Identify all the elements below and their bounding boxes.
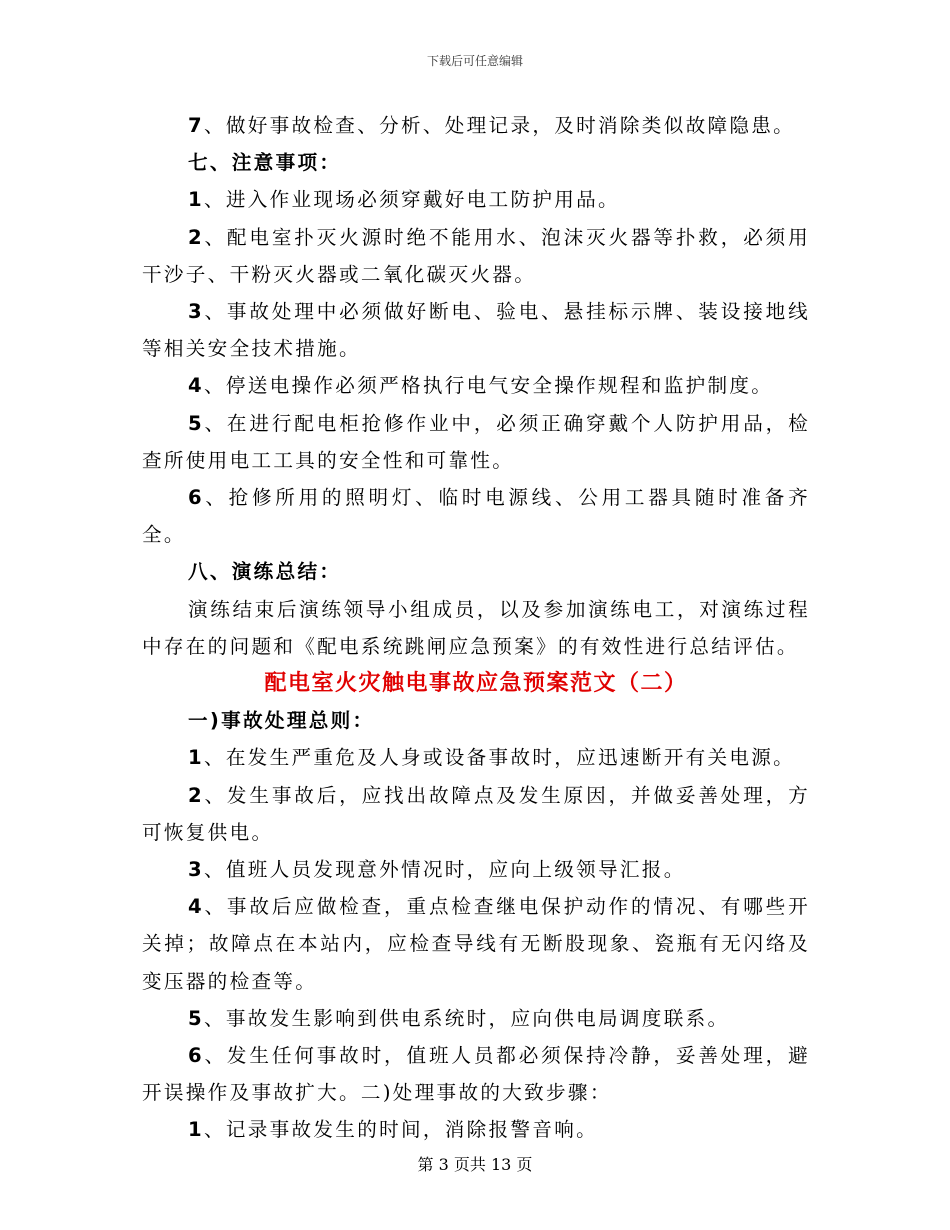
list-item bbox=[142, 405, 810, 479]
item-text: 、记录事故发生的时间，消除报警音响。 bbox=[203, 1118, 599, 1142]
item-text: 、停送电操作必须严格执行电气安全操作规程和监护制度。 bbox=[203, 374, 774, 398]
item-text: 、发生任何事故时，值班人员都必须保持冷静，妥善处理，避开误操作及事故扩大。二)处理事故的大致步骤： bbox=[142, 1044, 810, 1105]
item-number: 3 bbox=[188, 858, 204, 882]
item-text: 、事故处理中必须做好断电、验电、悬挂标示牌、装设接地线等相关安全技术措施。 bbox=[142, 300, 810, 361]
document-title: 配电室火灾触电事故应急预案范文（二） bbox=[264, 671, 688, 697]
item-number: 1 bbox=[188, 1118, 204, 1142]
list-item bbox=[142, 479, 810, 553]
item-number: 7 bbox=[188, 114, 204, 137]
body-paragraph: 演练结束后演练领导小组成员，以及参加演练电工，对演练过程中存在的问题和《配电系统跳闸应急预案》的有效性进行总结评估。 bbox=[142, 597, 810, 658]
list-item bbox=[142, 219, 810, 293]
item-number: 3 bbox=[188, 300, 204, 324]
item-text: 、在进行配电柜抢修作业中，必须正确穿戴个人防护用品，检查所使用电工工具的安全性和可靠性。 bbox=[142, 411, 810, 472]
list-item bbox=[142, 367, 810, 404]
item-number: 6 bbox=[188, 1044, 204, 1068]
item-number: 4 bbox=[188, 895, 204, 919]
list-item bbox=[142, 888, 810, 1000]
item-number: 6 bbox=[188, 486, 204, 510]
list-item bbox=[142, 181, 810, 218]
page-footer: 第 3 页共 13 页 bbox=[417, 1155, 533, 1174]
item-number: 1 bbox=[188, 746, 204, 770]
list-item bbox=[142, 293, 810, 367]
item-text: 、值班人员发现意外情况时，应向上级领导汇报。 bbox=[203, 858, 686, 882]
item-text: 、事故后应做检查，重点检查继电保护动作的情况、有哪些开关掉；故障点在本站内，应检查导线有无断股现象、瓷瓶有无闪络及变压器的检查等。 bbox=[142, 895, 810, 993]
page-header: 下载后可任意编辑 bbox=[426, 54, 523, 68]
list-item bbox=[142, 777, 810, 851]
list-item bbox=[142, 739, 810, 776]
item-number: 1 bbox=[188, 188, 204, 212]
item-number: 5 bbox=[188, 411, 204, 435]
item-text: 、发生事故后，应找出故障点及发生原因，并做妥善处理，方可恢复供电。 bbox=[142, 783, 810, 844]
item-number: 2 bbox=[188, 225, 204, 249]
item-number: 2 bbox=[188, 783, 204, 807]
section-heading: 一)事故处理总则： bbox=[188, 709, 375, 733]
section-heading: 八、演练总结： bbox=[188, 560, 342, 584]
item-text: 、事故发生影响到供电系统时，应向供电局调度联系。 bbox=[203, 1006, 730, 1030]
item-text: 、抢修所用的照明灯、临时电源线、公用工器具随时准备齐全。 bbox=[142, 486, 810, 547]
item-text: 、进入作业现场必须穿戴好电工防护用品。 bbox=[203, 188, 620, 212]
item-text: 、做好事故检查、分析、处理记录，及时消除类似故障隐患。 bbox=[203, 114, 796, 137]
list-item bbox=[142, 851, 810, 888]
item-text: 、配电室扑灭火源时绝不能用水、泡沫灭火器等扑救，必须用干沙子、干粉灭火器或二氧化碳灭火器。 bbox=[142, 225, 810, 286]
list-item bbox=[142, 107, 810, 144]
list-item bbox=[142, 1037, 810, 1111]
item-text: 、在发生严重危及人身或设备事故时，应迅速断开有关电源。 bbox=[203, 746, 796, 770]
item-number: 4 bbox=[188, 374, 204, 398]
list-item bbox=[142, 1111, 810, 1148]
item-number: 5 bbox=[188, 1006, 204, 1030]
list-item bbox=[142, 1000, 810, 1037]
section-heading: 七、注意事项： bbox=[188, 151, 342, 175]
document-body bbox=[142, 107, 810, 1149]
